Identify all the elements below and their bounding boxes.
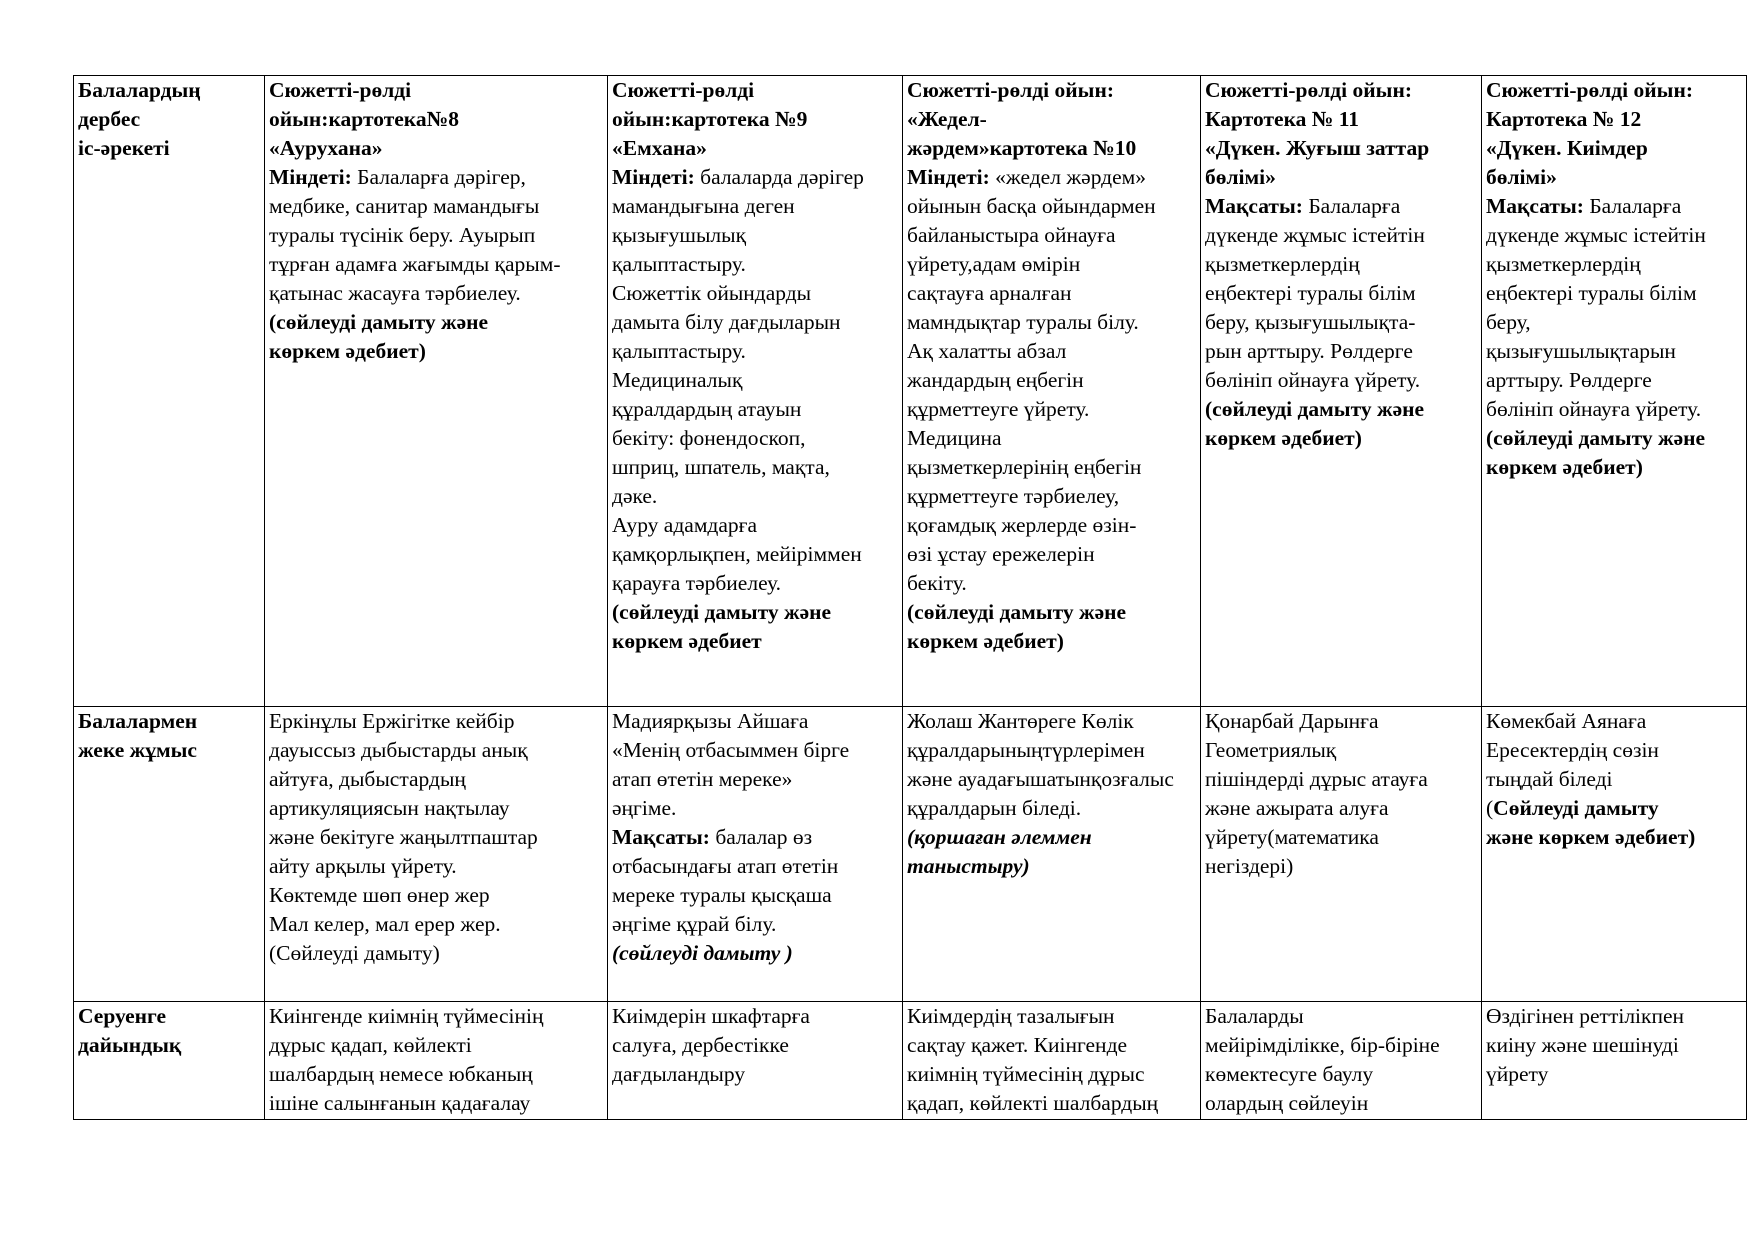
cell-line: мамандығына деген xyxy=(612,194,795,218)
cell-line: негіздері) xyxy=(1205,854,1294,878)
cell-line: құралдардың атауын xyxy=(612,397,802,421)
cell-line: Сюжетті-рөлді ойын: xyxy=(907,78,1114,102)
cell-line: беру, xyxy=(1486,310,1531,334)
row-header-line: жеке жұмыс xyxy=(78,738,197,762)
cell-line: тұрған адамға жағымды қарым- xyxy=(269,252,561,276)
cell-line: жәрдем»картотека №10 xyxy=(907,136,1137,160)
cell-line: Өздігінен реттілікпен xyxy=(1486,1004,1685,1028)
cell-line: қалыптастыру. xyxy=(612,339,746,363)
cell-line: қатынас жасауға тәрбиелеу. xyxy=(269,281,521,305)
cell-line: (сөйлеуді дамыту және xyxy=(907,600,1127,624)
cell-line: қамқорлықпен, мейіріммен xyxy=(612,542,862,566)
cell-line: Мадиярқызы Айшаға xyxy=(612,709,809,733)
table-cell xyxy=(265,76,608,707)
cell-line: рын арттыру. Рөлдерге xyxy=(1205,339,1413,363)
cell-line: дамыта білу дағдыларын xyxy=(612,310,841,334)
cell-line: Мал келер, мал ерер жер. xyxy=(269,912,501,936)
cell-line: дәке. xyxy=(612,484,658,508)
table-cell xyxy=(608,76,903,707)
row-header-line: Балалардың xyxy=(78,78,201,102)
cell-line: таныстыру) xyxy=(907,854,1030,878)
cell-line: байланыстыра ойнауға xyxy=(907,223,1116,247)
cell-line: киімнің түймесінің дұрыс xyxy=(907,1062,1145,1086)
cell-line: мейірімділікке, бір-біріне xyxy=(1205,1033,1440,1057)
cell-line: бөлініп ойнауға үйрету. xyxy=(1486,397,1702,421)
table-cell xyxy=(1201,1002,1482,1120)
cell-line: сақтауға арналған xyxy=(907,281,1072,305)
cell-text-segment: Міндеті: xyxy=(612,165,695,189)
cell-line: құрметтеуге үйрету. xyxy=(907,397,1090,421)
cell-line: қызығушылықтарын xyxy=(1486,339,1676,363)
cell-line: ішіне салынғанын қадағалау xyxy=(269,1091,531,1115)
table-cell xyxy=(265,1002,608,1120)
cell-line: мамндықтар туралы білу. xyxy=(907,310,1139,334)
table-cell xyxy=(1482,76,1747,707)
cell-line: дауыссыз дыбыстарды анық xyxy=(269,738,528,762)
cell-line: қызметкерлердің xyxy=(1205,252,1360,276)
cell-line: үйрету(математика xyxy=(1205,825,1379,849)
cell-line: тыңдай біледі xyxy=(1486,767,1613,791)
cell-line: қызметкерлердің xyxy=(1486,252,1641,276)
table-cell xyxy=(608,1002,903,1120)
cell-line: ойын:картотека №9 xyxy=(612,107,808,131)
cell-text-segment: Міндеті: xyxy=(907,165,990,189)
cell-line: медбике, санитар мамандығы xyxy=(269,194,540,218)
cell-line: «Менің отбасыммен бірге xyxy=(612,738,850,762)
cell-line: ойынын басқа ойындармен xyxy=(907,194,1156,218)
cell-text-segment: Міндеті: xyxy=(269,165,352,189)
cell-line: «Емхана» xyxy=(612,136,707,160)
cell-line: көркем әдебиет) xyxy=(907,629,1064,653)
cell-line xyxy=(1486,794,1746,823)
cell-line: құралдарыныңтүрлерімен xyxy=(907,738,1145,762)
cell-line: Киімдердің тазалығын xyxy=(907,1004,1115,1028)
cell-line: құралдарын біледі. xyxy=(907,796,1082,820)
cell-line: арттыру. Рөлдерге xyxy=(1486,368,1652,392)
cell-line: үйрету xyxy=(1486,1062,1549,1086)
cell-line: көркем әдебиет xyxy=(612,629,762,653)
cell-text-segment: «жедел жәрдем» xyxy=(989,165,1147,189)
cell-text-segment: балалар өз xyxy=(709,825,813,849)
cell-text-segment: Балаларға xyxy=(1302,194,1401,218)
cell-line: Ақ халатты абзал xyxy=(907,339,1067,363)
cell-line: үйрету,адам өмірін xyxy=(907,252,1081,276)
cell-text-segment: Сөйлеуді дамыту xyxy=(1493,796,1659,820)
cell-line: дүкенде жұмыс істейтін xyxy=(1486,223,1706,247)
cell-line: Картотека № 11 xyxy=(1205,107,1360,131)
cell-line: көркем әдебиет) xyxy=(269,339,426,363)
cell-line: Картотека № 12 xyxy=(1486,107,1642,131)
cell-line: (сөйлеуді дамыту және xyxy=(269,310,489,334)
cell-line: және көркем әдебиет) xyxy=(1486,825,1696,849)
cell-line: салуға, дербестікке xyxy=(612,1033,789,1057)
cell-line: (сөйлеуді дамыту және xyxy=(612,600,832,624)
cell-line: Сюжетті-рөлді xyxy=(612,78,755,102)
cell-line: Көктемде шөп өнер жер xyxy=(269,883,490,907)
cell-line xyxy=(269,163,607,192)
cell-text-segment: Мақсаты: xyxy=(612,825,710,849)
cell-line: қызметкерлерінің еңбегін xyxy=(907,455,1142,479)
cell-line: және ауадағышатынқозғалыс xyxy=(907,767,1174,791)
cell-line: «Дүкен. Киімдер xyxy=(1486,136,1648,160)
cell-line: олардың сөйлеуін xyxy=(1205,1091,1369,1115)
cell-line: Қонарбай Дарынға xyxy=(1205,709,1379,733)
cell-line: Жолаш Жантөреге Көлік xyxy=(907,709,1134,733)
cell-line: қалыптастыру. xyxy=(612,252,746,276)
cell-line: Медициналық xyxy=(612,368,743,392)
cell-line: және бекітуге жаңылтпаштар xyxy=(269,825,538,849)
cell-line: бөлімі» xyxy=(1205,165,1276,189)
cell-line: көркем әдебиет) xyxy=(1205,426,1362,450)
table-cell xyxy=(1201,707,1482,1002)
cell-text-segment: Балаларға xyxy=(1583,194,1682,218)
row-header-line: Балалармен xyxy=(78,709,198,733)
cell-line: (сөйлеуді дамыту ) xyxy=(612,941,793,965)
row-header-cell xyxy=(74,76,265,707)
cell-line: бекіту: фонендоскоп, xyxy=(612,426,806,450)
cell-line: қадап, көйлекті шалбардың xyxy=(907,1091,1159,1115)
cell-line: Еркінұлы Ержігітке кейбір xyxy=(269,709,515,733)
row-header-line: іс-әрекеті xyxy=(78,136,170,160)
cell-line: сақтау қажет. Киінгенде xyxy=(907,1033,1128,1057)
cell-line: «Аурухана» xyxy=(269,136,383,160)
table-cell xyxy=(1482,707,1747,1002)
cell-line: киіну және шешінуді xyxy=(1486,1033,1679,1057)
cell-line: бөлімі» xyxy=(1486,165,1557,189)
cell-line: қызығушылық xyxy=(612,223,747,247)
table-cell xyxy=(265,707,608,1002)
row-header-line: дербес xyxy=(78,107,141,131)
table-cell xyxy=(1201,76,1482,707)
cell-line xyxy=(612,823,902,852)
row-header-line: дайындық xyxy=(78,1033,182,1057)
cell-line: атап өтетін мереке» xyxy=(612,767,793,791)
cell-line: қоғамдық жерлерде өзін- xyxy=(907,513,1137,537)
cell-text-segment: Мақсаты: xyxy=(1205,194,1303,218)
cell-line: ойын:картотека№8 xyxy=(269,107,459,131)
cell-line: Киімдерін шкафтарға xyxy=(612,1004,810,1028)
cell-line: (қоршаған әлеммен xyxy=(907,825,1092,849)
cell-text-segment: Мақсаты: xyxy=(1486,194,1584,218)
cell-line xyxy=(1205,192,1481,221)
cell-line: шалбардың немесе юбканың xyxy=(269,1062,533,1086)
cell-text-segment: Балаларға дәрігер, xyxy=(351,165,526,189)
cell-line: беру, қызығушылықта- xyxy=(1205,310,1416,334)
table-cell xyxy=(1482,1002,1747,1120)
plan-table xyxy=(73,75,1747,1120)
cell-line xyxy=(1486,192,1746,221)
cell-line: отбасындағы атап өтетін xyxy=(612,854,839,878)
cell-line: әңгіме құрай білу. xyxy=(612,912,777,936)
cell-line: (сөйлеуді дамыту және xyxy=(1486,426,1706,450)
cell-line: туралы түсінік беру. Ауырып xyxy=(269,223,536,247)
cell-line: дүкенде жұмыс істейтін xyxy=(1205,223,1425,247)
table-cell xyxy=(903,707,1201,1002)
row-header-cell xyxy=(74,707,265,1002)
cell-line: еңбектері туралы білім xyxy=(1205,281,1416,305)
cell-line: айту арқылы үйрету. xyxy=(269,854,457,878)
table-cell xyxy=(903,1002,1201,1120)
cell-line: бекіту. xyxy=(907,571,967,595)
plan-table-body xyxy=(74,76,1747,1120)
row-header-line: Серуенге xyxy=(78,1004,167,1028)
cell-line: Сюжетті-рөлді ойын: xyxy=(1205,78,1412,102)
cell-line: көркем әдебиет) xyxy=(1486,455,1643,479)
cell-line: артикуляциясын нақтылау xyxy=(269,796,510,820)
cell-line: Ауру адамдарға xyxy=(612,513,758,537)
cell-line: әңгіме. xyxy=(612,796,677,820)
walk-preparation-row xyxy=(74,1002,1747,1120)
cell-line: Медицина xyxy=(907,426,1002,450)
cell-line: Геометриялық xyxy=(1205,738,1337,762)
cell-line: шприц, шпатель, мақта, xyxy=(612,455,830,479)
table-cell xyxy=(903,76,1201,707)
cell-line: «Жедел- xyxy=(907,107,987,131)
cell-line: көмектесуге баулу xyxy=(1205,1062,1374,1086)
cell-line: (Сөйлеуді дамыту) xyxy=(269,941,440,965)
cell-text-segment: ( xyxy=(1486,796,1494,820)
cell-line xyxy=(612,163,902,192)
cell-line: Балаларды xyxy=(1205,1004,1304,1028)
cell-line: Сюжеттік ойындарды xyxy=(612,281,812,305)
cell-line: Көмекбай Аянаға xyxy=(1486,709,1647,733)
cell-line: бөлініп ойнауға үйрету. xyxy=(1205,368,1421,392)
cell-line: қарауға тәрбиелеу. xyxy=(612,571,782,595)
cell-line: Сюжетті-рөлді ойын: xyxy=(1486,78,1693,102)
cell-line: «Дүкен. Жуғыш заттар xyxy=(1205,136,1430,160)
cell-line: дұрыс қадап, көйлекті xyxy=(269,1033,472,1057)
cell-line: және ажырата алуға xyxy=(1205,796,1389,820)
table-cell xyxy=(608,707,903,1002)
cell-line: (сөйлеуді дамыту және xyxy=(1205,397,1425,421)
cell-line xyxy=(907,163,1200,192)
cell-line: Ересектердің сөзін xyxy=(1486,738,1659,762)
row-header-cell xyxy=(74,1002,265,1120)
cell-line: Сюжетті-рөлді xyxy=(269,78,412,102)
cell-line: мереке туралы қысқаша xyxy=(612,883,832,907)
cell-line: дағдыландыру xyxy=(612,1062,746,1086)
cell-line: өзі ұстау ережелерін xyxy=(907,542,1095,566)
cell-text-segment: балаларда дәрігер xyxy=(694,165,864,189)
individual-work-row xyxy=(74,707,1747,1002)
cell-line: еңбектері туралы білім xyxy=(1486,281,1697,305)
cell-line: құрметтеуге тәрбиелеу, xyxy=(907,484,1120,508)
independent-activity-row xyxy=(74,76,1747,707)
cell-line: Киінгенде киімнің түймесінің xyxy=(269,1004,544,1028)
cell-line: пішіндерді дұрыс атауға xyxy=(1205,767,1428,791)
cell-line: айтуға, дыбыстардың xyxy=(269,767,466,791)
cell-line: жандардың еңбегін xyxy=(907,368,1084,392)
